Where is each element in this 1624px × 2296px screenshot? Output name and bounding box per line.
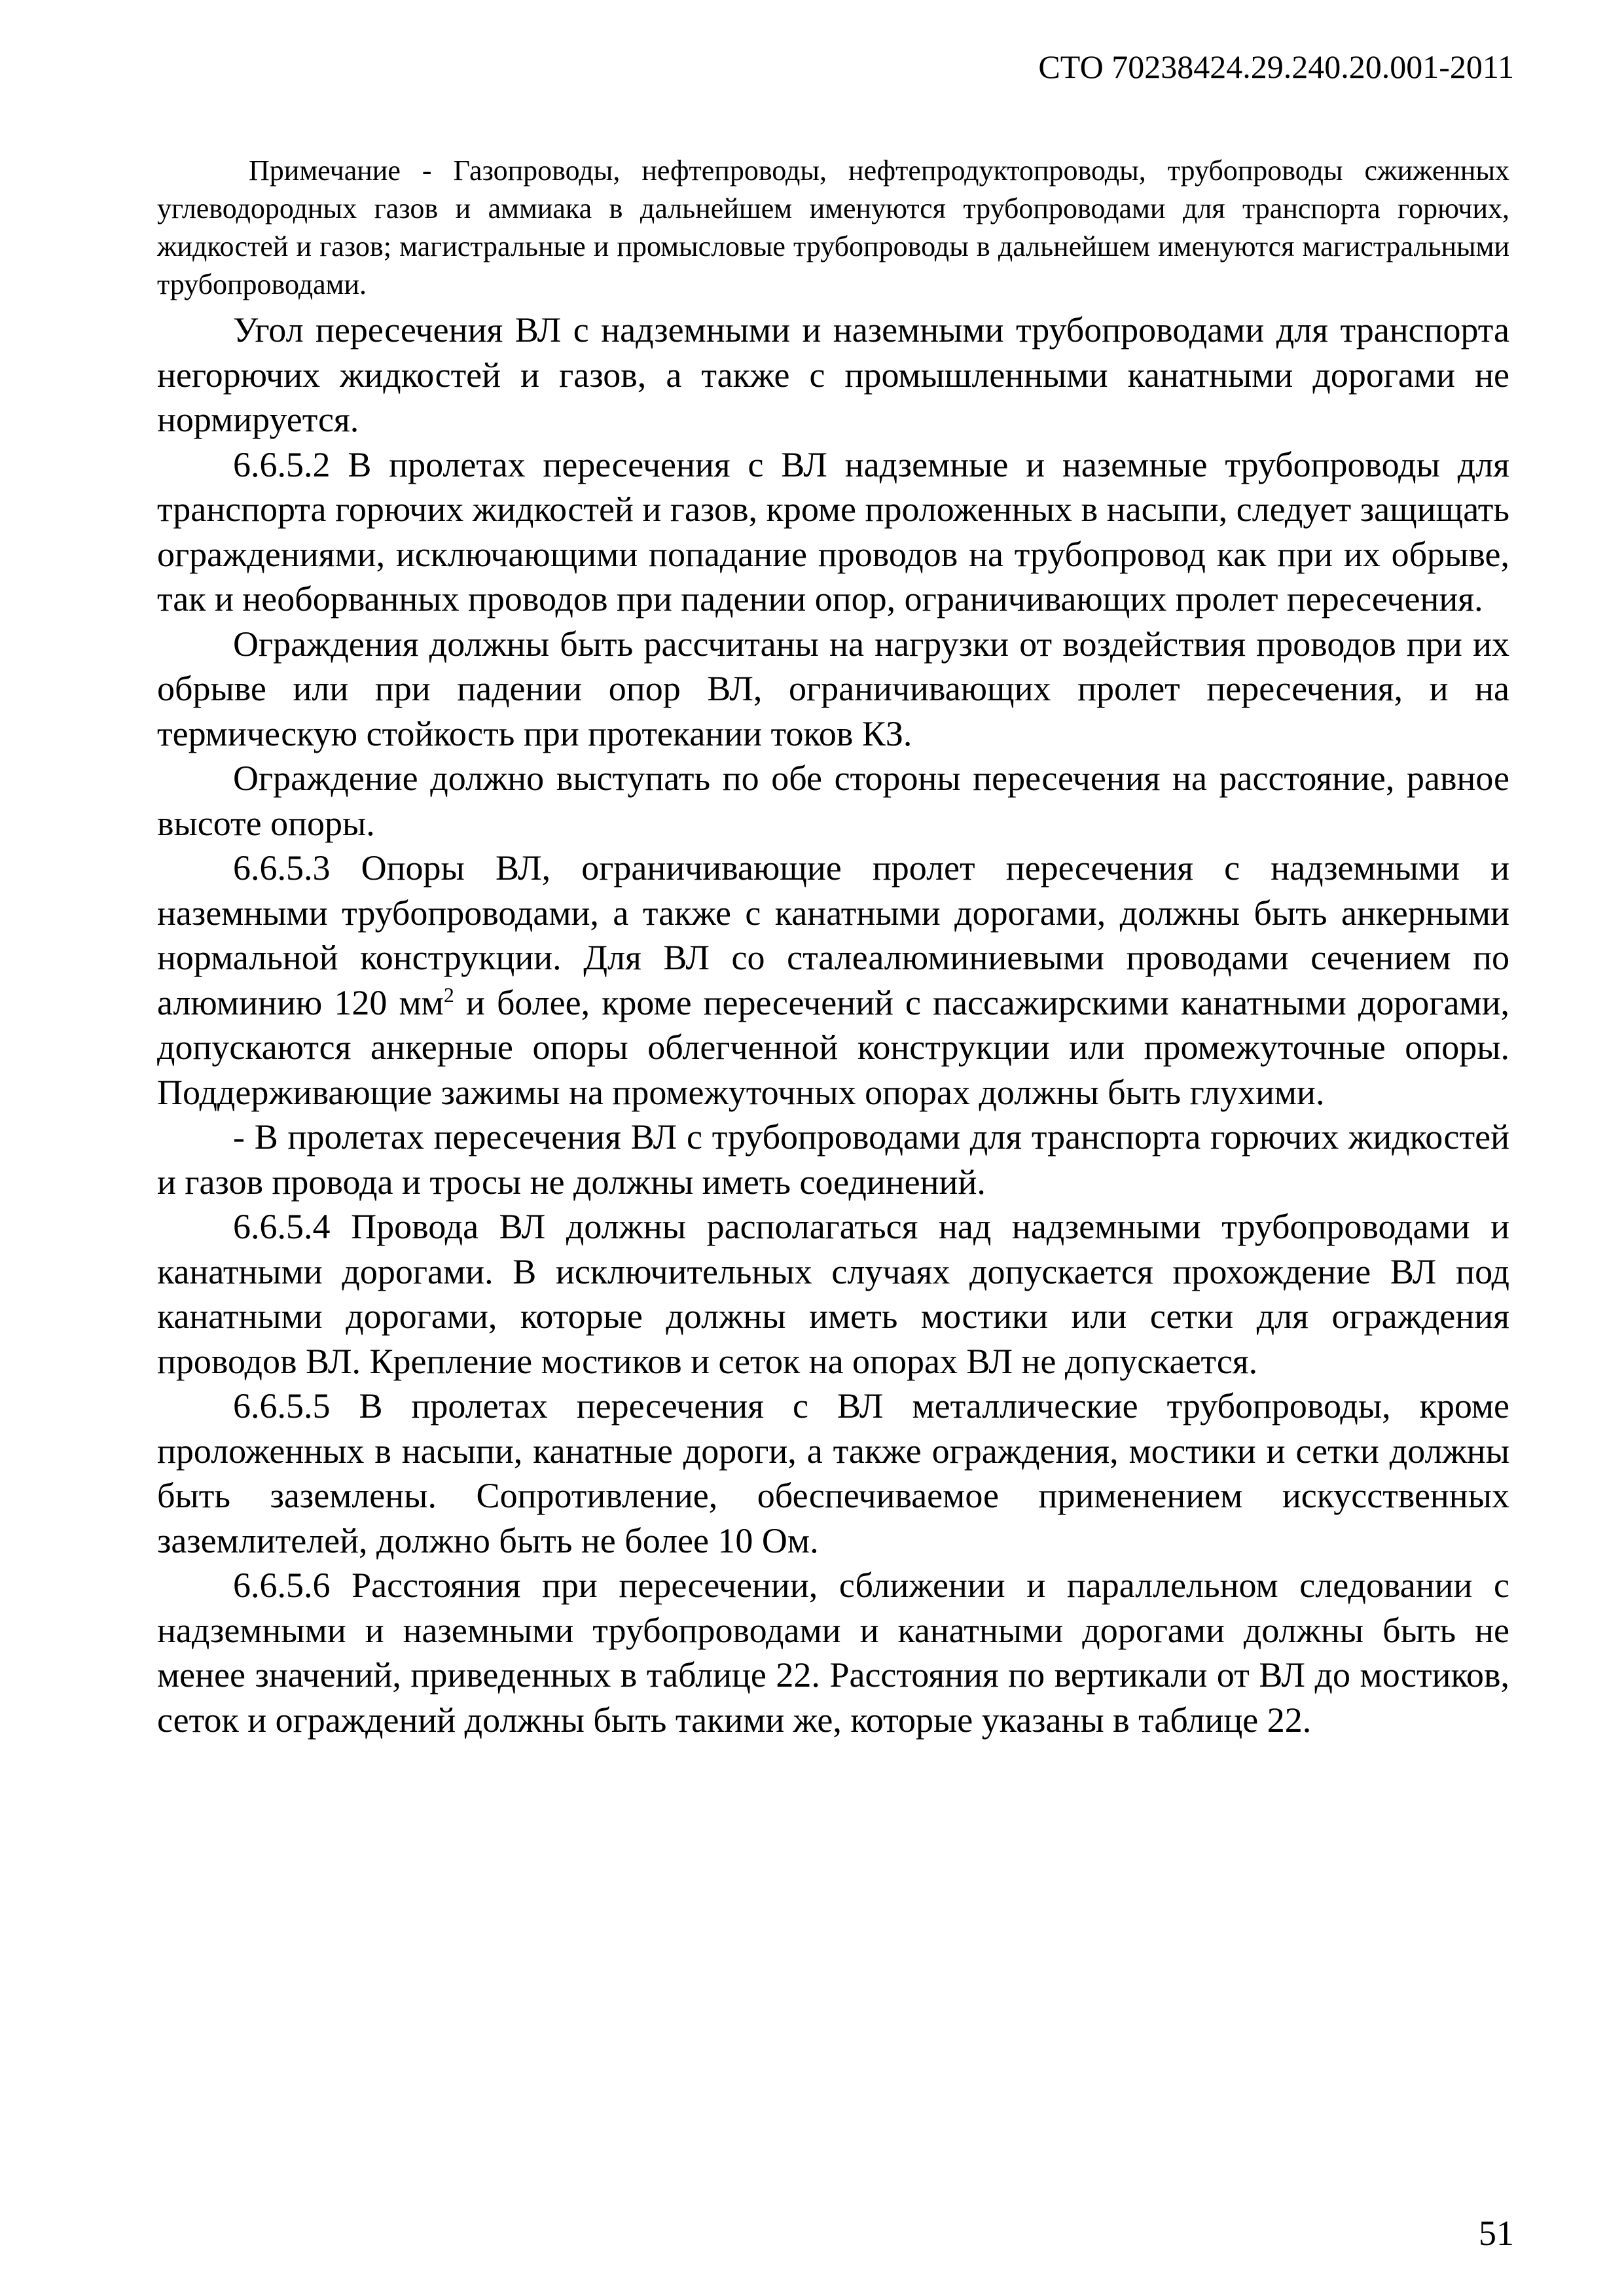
paragraph-6-6-5-3-part-1: 6.6.5.3 Опоры ВЛ, ограничивающие пролет пересечения с надземными и наземными трубопроводами, а также с канатными дорогами, должны быть анкерными нормальной конструкции. Для ВЛ со сталеалюминиевыми проводами сечением по алюминию 120 мм	[157, 848, 1509, 1022]
superscript-exponent: 2	[443, 982, 454, 1007]
paragraph-6-6-5-6: 6.6.5.6 Расстояния при пересечении, сближении и параллельном следовании с надземными и наземными трубопроводами и канатными дорогами должны быть не менее значений, приведенных в таблице 22. Расстояния по вертикали от ВЛ до мостиков, сеток и ограждений должны быть такими же, которые указаны в таблице 22.	[157, 1566, 1509, 1740]
paragraph-6-6-5-3	[157, 846, 1509, 1115]
note-paragraph: Примечание - Газопроводы, нефтепроводы, нефтепродуктопроводы, трубопроводы сжиженных углеводородных газов и аммиака в дальнейшем именуются трубопроводами для транспорта горючих, жидкостей и газов; магистральные и промысловые трубопроводы в дальнейшем именуются магистральными трубопроводами.	[157, 154, 1509, 300]
body-text	[157, 308, 1509, 1742]
document-code-header: СТО 70238424.29.240.20.001-2011	[1038, 48, 1514, 85]
paragraph-6-6-5-2: 6.6.5.2 В пролетах пересечения с ВЛ надземные и наземные трубопроводы для транспорта горючих жидкостей и газов, кроме проложенных в насыпи, следует защищать ограждениями, исключающими попадание проводов на трубопровод как при их обрыве, так и необорванных проводов при падении опор, ограничивающих пролет пересечения.	[157, 444, 1509, 619]
paragraph-fence-extent: Ограждение должно выступать по обе стороны пересечения на расстояние, равное высоте опоры.	[157, 759, 1509, 843]
paragraph-6-6-5-4: 6.6.5.4 Провода ВЛ должны располагаться над надземными трубопроводами и канатными дорогами. В исключительных случаях допускается прохождение ВЛ под канатными дорогами, которые должны иметь мостики или сетки для ограждения проводов ВЛ. Крепление мостиков и сеток на опорах ВЛ не допускается.	[157, 1207, 1509, 1381]
paragraph-6-6-5-3-part-2: и более, кроме пересечений с пассажирскими канатными дорогами, допускаются анкерные опоры облегченной конструкции или промежуточные опоры. Поддерживающие зажимы на промежуточных опорах должны быть глухими.	[157, 982, 1510, 1112]
paragraph-no-joints: - В пролетах пересечения ВЛ с трубопроводами для транспорта горючих жидкостей и газов провода и тросы не должны иметь соединений.	[157, 1117, 1509, 1202]
paragraph-6-6-5-5: 6.6.5.5 В пролетах пересечения с ВЛ металлические трубопроводы, кроме проложенных в насыпи, канатные дороги, а также ограждения, мостики и сетки должны быть заземлены. Сопротивление, обеспечиваемое применением искусственных заземлителей, должно быть не более 10 Ом.	[157, 1386, 1509, 1560]
paragraph-crossing-angle: Угол пересечения ВЛ с надземными и наземными трубопроводами для транспорта негорючих жидкостей и газов, а также с промышленными канатными дорогами не нормируется.	[157, 310, 1509, 439]
page-number: 51	[1479, 2214, 1514, 2253]
paragraph-fence-loads: Ограждения должны быть рассчитаны на нагрузки от воздействия проводов при их обрыве или при падении опор ВЛ, ограничивающих пролет пересечения, и на термическую стойкость при протекании токов КЗ.	[157, 624, 1509, 753]
